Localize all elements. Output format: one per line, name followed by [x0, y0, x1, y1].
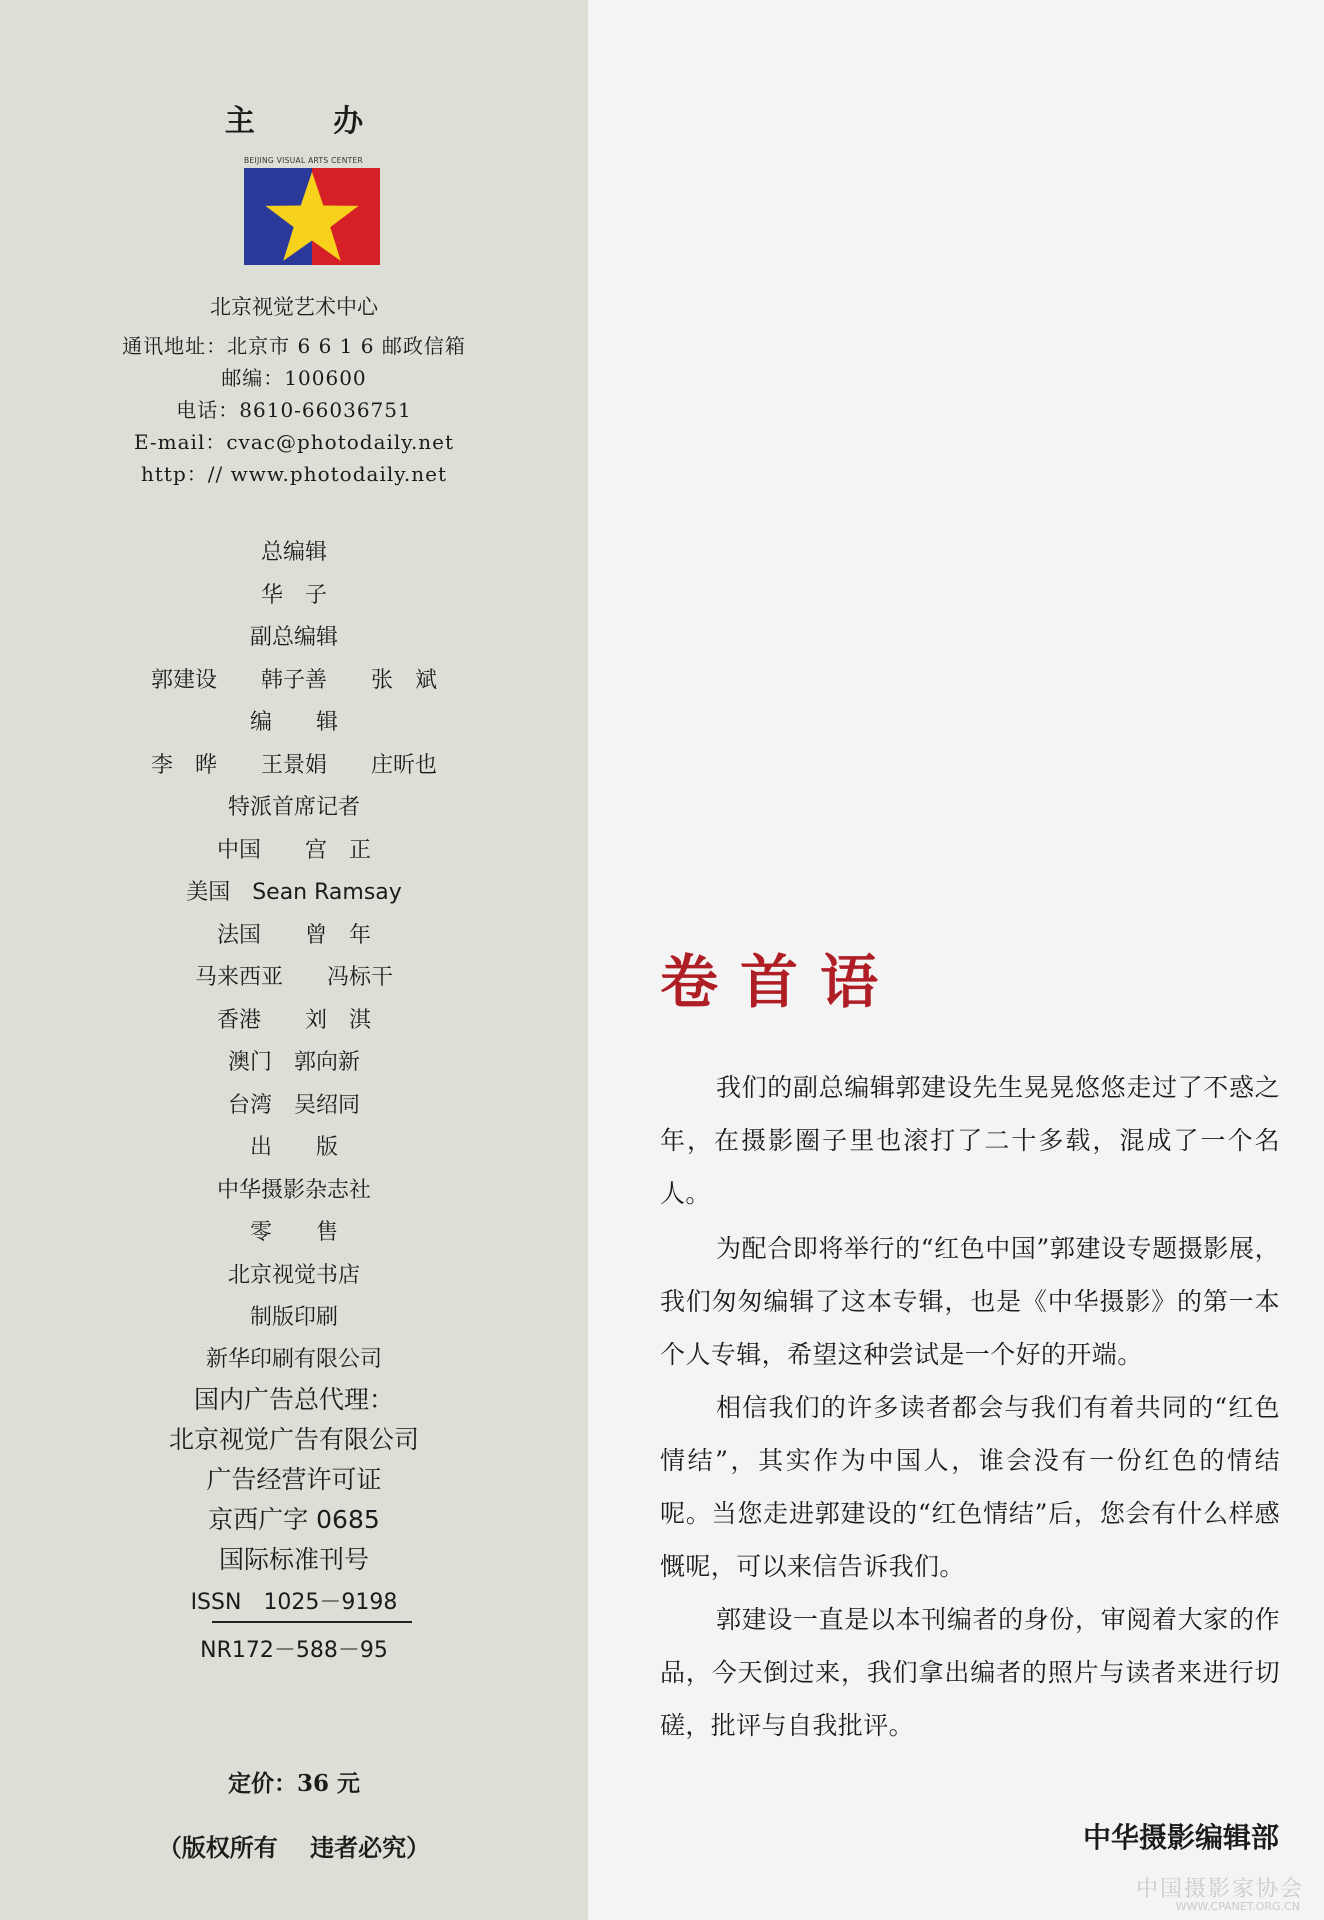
staff-line: 副总编辑 [249, 625, 338, 650]
staff-line: 中国 宫 正 [216, 838, 371, 863]
preface-signature: 中华摄影编辑部 [1082, 1821, 1279, 1854]
contact-address: 通讯地址：北京市 6 6 1 6 邮政信箱 [122, 334, 466, 358]
staff-line: 出 版 [249, 1135, 338, 1160]
staff-line: 特派首席记者 [227, 795, 360, 820]
nr-code: NR172－588－95 [200, 1638, 388, 1663]
staff-line: 中华摄影杂志社 [216, 1178, 371, 1203]
staff-line: 台湾 吴绍同 [227, 1093, 360, 1118]
contact-email: E-mail：cvac@photodaily.net [133, 430, 455, 454]
staff-line: 法国 曾 年 [216, 923, 371, 948]
preface-paragraph-text: 相信我们的许多读者都会与我们有着共同的“红色情结”，其实作为中国人，谁会没有一份红色的情结呢。当您走进郭建设的“红色情结”后，您会有什么样感慨呢，可以来信告诉我们。 [660, 1393, 1280, 1581]
staff-line: 李 晔 王景娟 庄昕也 [150, 753, 437, 778]
host-title: 主 办 [224, 104, 398, 139]
preface-paragraph [660, 1222, 1280, 1381]
copyright-notice: （版权所有 违者必究） [157, 1833, 431, 1862]
staff-line: 澳门 郭向新 [227, 1050, 360, 1075]
staff-line: 美国 Sean Ramsay [186, 880, 402, 905]
preface-paragraph-text: 我们的副总编辑郭建设先生晃晃悠悠走过了不惑之年，在摄影圈子里也滚打了二十多载，混成了一个名人。 [660, 1073, 1280, 1208]
preface-paragraph [660, 1381, 1280, 1593]
watermark-text: 中国摄影家协会 [1135, 1877, 1304, 1902]
price: 定价：36 元 [227, 1770, 360, 1797]
advertising-line: 京西广字 0685 [208, 1505, 380, 1534]
staff-line: 制版印刷 [249, 1305, 338, 1330]
staff-line: 华 子 [260, 583, 327, 608]
contact-web: http：// www.photodaily.net [140, 462, 447, 486]
watermark-url: WWW.CPANET.ORG.CN [1175, 1900, 1300, 1913]
preface-paragraph-text: 为配合即将举行的“红色中国”郭建设专题摄影展，我们匆匆编辑了这本专辑，也是《中华摄影》的第一本个人专辑，希望这种尝试是一个好的开端。 [660, 1234, 1280, 1369]
preface-title: 卷首语 [660, 948, 901, 1016]
staff-line: 郭建设 韩子善 张 斌 [150, 668, 437, 693]
contact-postcode: 邮编：100600 [221, 366, 367, 390]
staff-line: 香港 刘 淇 [216, 1008, 371, 1033]
staff-line: 编 辑 [249, 710, 338, 735]
advertising-line: 国内广告总代理： [193, 1385, 394, 1414]
preface-paragraph [660, 1061, 1280, 1220]
advertising-line: 广告经营许可证 [206, 1465, 382, 1494]
preface-paragraph-text: 郭建设一直是以本刊编者的身份，审阅着大家的作品，今天倒过来，我们拿出编者的照片与读者来进行切磋，批评与自我批评。 [660, 1605, 1280, 1740]
advertising-line: 北京视觉广告有限公司 [168, 1425, 419, 1454]
org-name: 北京视觉艺术中心 [210, 295, 378, 319]
logo-caption: BEIJING VISUAL ARTS CENTER [244, 156, 364, 165]
staff-line: 马来西亚 冯标干 [194, 965, 393, 990]
staff-line: 零 售 [249, 1220, 338, 1245]
issn-divider [212, 1621, 412, 1623]
staff-line: 新华印刷有限公司 [205, 1347, 382, 1372]
advertising-line: 国际标准刊号 [218, 1545, 369, 1574]
star-logo-icon [244, 168, 380, 265]
contact-phone: 电话：8610-66036751 [176, 398, 412, 422]
staff-line: 北京视觉书店 [227, 1263, 360, 1288]
staff-line: 总编辑 [260, 540, 327, 565]
preface-paragraph [660, 1593, 1280, 1752]
issn-number: ISSN 1025－9198 [190, 1590, 398, 1615]
